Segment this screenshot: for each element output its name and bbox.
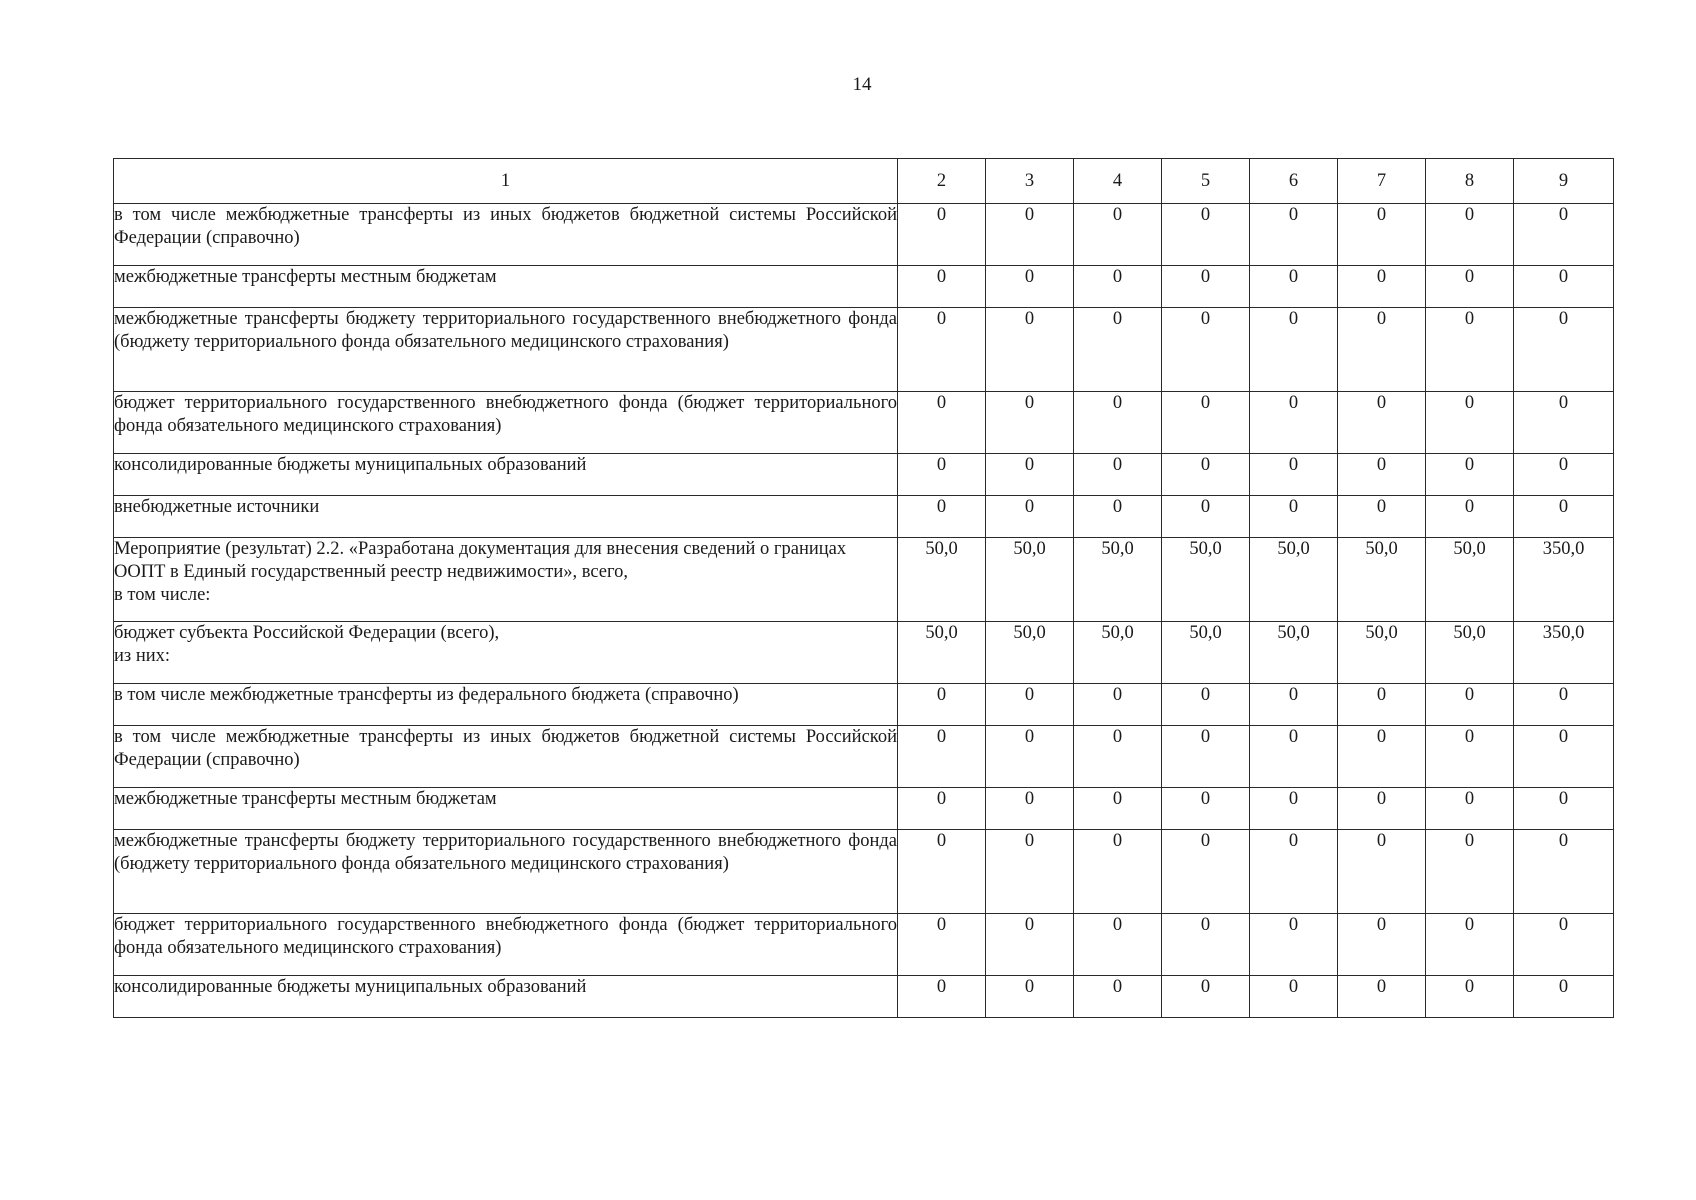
- row-value: 0: [1250, 266, 1338, 308]
- table-body: [114, 204, 1614, 1018]
- row-value: 0: [986, 788, 1074, 830]
- row-value: 0: [1338, 496, 1426, 538]
- column-header: 8: [1426, 159, 1514, 204]
- row-value: 0: [1426, 454, 1514, 496]
- row-value: 0: [1162, 266, 1250, 308]
- row-value: 0: [1162, 204, 1250, 266]
- row-value: 0: [1338, 830, 1426, 914]
- row-value: 0: [1514, 454, 1614, 496]
- row-value: 0: [1074, 726, 1162, 788]
- row-value: 0: [1338, 788, 1426, 830]
- row-value: 0: [1250, 496, 1338, 538]
- row-value: 50,0: [1162, 538, 1250, 622]
- row-label: межбюджетные трансферты местным бюджетам: [114, 266, 898, 308]
- row-value: 0: [986, 266, 1074, 308]
- row-label: консолидированные бюджеты муниципальных образований: [114, 454, 898, 496]
- row-value: 0: [1338, 308, 1426, 392]
- row-value: 350,0: [1514, 538, 1614, 622]
- row-value: 0: [1250, 830, 1338, 914]
- row-value: 350,0: [1514, 622, 1614, 684]
- row-value: 0: [1162, 496, 1250, 538]
- row-value: 0: [1514, 976, 1614, 1018]
- row-value: 50,0: [986, 538, 1074, 622]
- page-number: 14: [852, 74, 872, 95]
- row-value: 0: [898, 204, 986, 266]
- row-value: 0: [1338, 914, 1426, 976]
- row-value: 0: [1250, 726, 1338, 788]
- row-value: 0: [1162, 308, 1250, 392]
- row-value: 0: [898, 496, 986, 538]
- row-value: 0: [1514, 788, 1614, 830]
- row-value: 50,0: [1250, 538, 1338, 622]
- row-value: 50,0: [1426, 538, 1514, 622]
- table-row: [114, 976, 1614, 1018]
- column-header: 9: [1514, 159, 1614, 204]
- row-value: 0: [1514, 496, 1614, 538]
- row-value: 0: [898, 726, 986, 788]
- table-row: [114, 392, 1614, 454]
- row-value: 0: [898, 684, 986, 726]
- row-value: 0: [1514, 308, 1614, 392]
- row-label: межбюджетные трансферты бюджету территориального государственного внебюджетного фонда (бюджету территориального фонда обязательного медицинского страхования): [114, 830, 898, 914]
- row-value: 0: [1426, 726, 1514, 788]
- row-value: 0: [1426, 204, 1514, 266]
- column-header: 6: [1250, 159, 1338, 204]
- row-value: 0: [1514, 684, 1614, 726]
- row-value: 0: [1338, 204, 1426, 266]
- row-label: межбюджетные трансферты местным бюджетам: [114, 788, 898, 830]
- row-value: 0: [1074, 266, 1162, 308]
- row-value: 0: [1514, 726, 1614, 788]
- table-row: [114, 454, 1614, 496]
- row-value: 0: [1338, 266, 1426, 308]
- table-row: [114, 622, 1614, 684]
- row-value: 0: [1426, 684, 1514, 726]
- row-label: бюджет субъекта Российской Федерации (всего), из них:: [114, 622, 898, 684]
- row-label: бюджет территориального государственного внебюджетного фонда (бюджет территориального фонда обязательного медицинского страхования): [114, 914, 898, 976]
- row-value: 0: [1162, 830, 1250, 914]
- row-value: 0: [1250, 914, 1338, 976]
- row-value: 0: [1426, 308, 1514, 392]
- budget-table: [113, 158, 1614, 1018]
- row-value: 0: [986, 726, 1074, 788]
- row-value: 0: [986, 976, 1074, 1018]
- row-value: 0: [1338, 684, 1426, 726]
- row-value: 0: [1426, 830, 1514, 914]
- row-value: 0: [1338, 726, 1426, 788]
- table-row: [114, 204, 1614, 266]
- row-value: 0: [1250, 788, 1338, 830]
- row-value: 0: [986, 684, 1074, 726]
- row-value: 0: [898, 392, 986, 454]
- row-value: 50,0: [1162, 622, 1250, 684]
- column-header: 5: [1162, 159, 1250, 204]
- row-value: 0: [986, 454, 1074, 496]
- row-value: 0: [1426, 496, 1514, 538]
- row-value: 0: [1338, 976, 1426, 1018]
- row-value: 0: [1074, 788, 1162, 830]
- header-row: [114, 159, 1614, 204]
- row-value: 0: [1514, 830, 1614, 914]
- row-value: 50,0: [1250, 622, 1338, 684]
- row-value: 0: [898, 308, 986, 392]
- row-label: бюджет территориального государственного внебюджетного фонда (бюджет территориального фонда обязательного медицинского страхования): [114, 392, 898, 454]
- row-value: 0: [1338, 454, 1426, 496]
- row-value: 0: [1514, 392, 1614, 454]
- column-header: 7: [1338, 159, 1426, 204]
- row-value: 0: [1074, 976, 1162, 1018]
- table-row: [114, 830, 1614, 914]
- row-value: 0: [1162, 788, 1250, 830]
- row-value: 0: [1074, 308, 1162, 392]
- row-value: 50,0: [1338, 622, 1426, 684]
- row-label: Мероприятие (результат) 2.2. «Разработана документация для внесения сведений о границах ООПТ в Единый государственный реестр недвижимости», всего, в том числе:: [114, 538, 898, 622]
- table-row: [114, 538, 1614, 622]
- column-header: 2: [898, 159, 986, 204]
- row-value: 0: [1250, 684, 1338, 726]
- row-value: 0: [1074, 684, 1162, 726]
- row-value: 0: [986, 496, 1074, 538]
- table-row: [114, 308, 1614, 392]
- row-value: 0: [1162, 914, 1250, 976]
- row-value: 0: [898, 788, 986, 830]
- row-value: 0: [1162, 726, 1250, 788]
- row-value: 0: [1250, 392, 1338, 454]
- column-header: 3: [986, 159, 1074, 204]
- row-label: консолидированные бюджеты муниципальных образований: [114, 976, 898, 1018]
- row-value: 0: [986, 392, 1074, 454]
- row-value: 50,0: [898, 622, 986, 684]
- row-value: 0: [986, 914, 1074, 976]
- column-header: 4: [1074, 159, 1162, 204]
- table-row: [114, 684, 1614, 726]
- row-value: 0: [898, 266, 986, 308]
- row-value: 0: [1074, 392, 1162, 454]
- table-row: [114, 914, 1614, 976]
- row-value: 50,0: [898, 538, 986, 622]
- row-value: 50,0: [1074, 538, 1162, 622]
- row-value: 0: [1074, 496, 1162, 538]
- row-value: 0: [1426, 976, 1514, 1018]
- row-value: 0: [1426, 392, 1514, 454]
- row-label: в том числе межбюджетные трансферты из иных бюджетов бюджетной системы Российской Федерации (справочно): [114, 726, 898, 788]
- row-label: внебюджетные источники: [114, 496, 898, 538]
- row-value: 50,0: [1426, 622, 1514, 684]
- row-value: 50,0: [1074, 622, 1162, 684]
- column-header: 1: [114, 159, 898, 204]
- row-value: 0: [1250, 976, 1338, 1018]
- row-value: 0: [1426, 914, 1514, 976]
- row-label: межбюджетные трансферты бюджету территориального государственного внебюджетного фонда (бюджету территориального фонда обязательного медицинского страхования): [114, 308, 898, 392]
- row-value: 0: [1338, 392, 1426, 454]
- row-value: 0: [898, 454, 986, 496]
- row-value: 50,0: [986, 622, 1074, 684]
- table-row: [114, 496, 1614, 538]
- row-value: 0: [1250, 308, 1338, 392]
- table-row: [114, 726, 1614, 788]
- row-label: в том числе межбюджетные трансферты из федерального бюджета (справочно): [114, 684, 898, 726]
- row-value: 0: [1426, 266, 1514, 308]
- row-value: 0: [1514, 266, 1614, 308]
- row-value: 0: [1514, 204, 1614, 266]
- row-value: 0: [1514, 914, 1614, 976]
- row-value: 0: [1162, 684, 1250, 726]
- row-value: 0: [898, 976, 986, 1018]
- row-value: 0: [1074, 830, 1162, 914]
- row-value: 0: [986, 830, 1074, 914]
- table-row: [114, 788, 1614, 830]
- row-value: 50,0: [1338, 538, 1426, 622]
- row-value: 0: [1074, 204, 1162, 266]
- row-value: 0: [1162, 392, 1250, 454]
- row-label: в том числе межбюджетные трансферты из иных бюджетов бюджетной системы Российской Федерации (справочно): [114, 204, 898, 266]
- row-value: 0: [986, 308, 1074, 392]
- row-value: 0: [1426, 788, 1514, 830]
- row-value: 0: [898, 914, 986, 976]
- table-row: [114, 266, 1614, 308]
- row-value: 0: [1074, 914, 1162, 976]
- row-value: 0: [1250, 454, 1338, 496]
- row-value: 0: [1162, 454, 1250, 496]
- row-value: 0: [898, 830, 986, 914]
- row-value: 0: [986, 204, 1074, 266]
- row-value: 0: [1250, 204, 1338, 266]
- row-value: 0: [1162, 976, 1250, 1018]
- row-value: 0: [1074, 454, 1162, 496]
